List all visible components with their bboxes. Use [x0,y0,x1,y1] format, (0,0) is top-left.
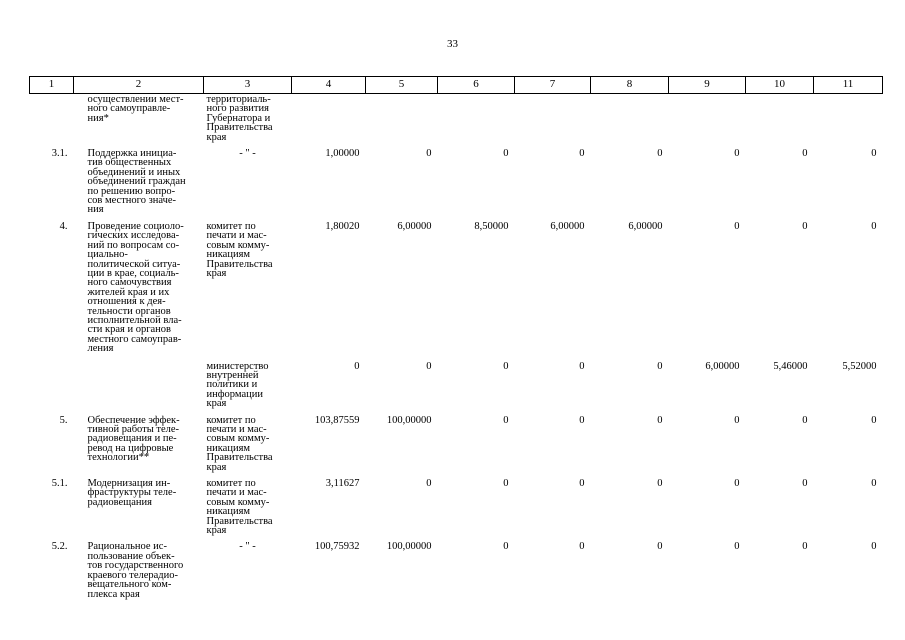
funding-value: 0 [657,478,663,490]
header-row [30,77,883,94]
funding-value: 0 [426,360,432,372]
program-table [29,76,883,605]
executor: - " - [239,148,256,160]
activity-name: Поддержка инициа- тив общественных объединений и иных объединений граждан по решению вопро- сов местного значе- ния [87,148,186,216]
row-number [30,360,74,415]
row-number [30,94,74,149]
table-row [30,478,883,541]
funding-value: 5,52000 [842,360,877,372]
funding-value: 0 [734,220,740,232]
page-number: 33 [447,38,458,50]
funding-value: 103,87559 [314,414,360,426]
funding-value: 0 [426,148,432,160]
table-row [30,360,883,415]
column-header: 4 [292,77,366,94]
column-header: 9 [669,77,746,94]
funding-value: 0 [734,148,740,160]
column-header: 3 [204,77,292,94]
executor: комитет по печати и мас- совым комму- никациям Правительства края [206,414,273,473]
funding-value: 0 [871,148,877,160]
funding-value: 0 [871,220,877,232]
funding-value: 5,46000 [773,360,808,372]
row-number: 5. [59,414,68,426]
funding-value: 0 [503,414,509,426]
funding-value: 0 [503,478,509,490]
column-header: 1 [30,77,74,94]
table-row [30,541,883,604]
column-header: 11 [814,77,883,94]
column-header: 2 [74,77,204,94]
funding-value: 0 [734,541,740,553]
table-body [30,94,883,605]
activity-name: Обеспечение эффек- тивной работы теле- радиовещания и пе- ревод на цифровые технологии** [87,414,180,464]
funding-value: 8,50000 [474,220,509,232]
funding-value: 0 [802,478,808,490]
funding-value: 0 [503,360,509,372]
executor: комитет по печати и мас- совым комму- никациям Правительства края [206,220,273,279]
funding-value [669,94,746,149]
funding-value: 0 [503,541,509,553]
funding-value: 0 [871,414,877,426]
column-header: 7 [515,77,591,94]
funding-value: 0 [426,478,432,490]
funding-value: 0 [802,541,808,553]
table-row [30,221,883,360]
table-row [30,415,883,478]
table-row [30,94,883,149]
funding-value [366,94,438,149]
column-header: 8 [591,77,669,94]
column-header: 5 [366,77,438,94]
funding-value: 100,00000 [386,541,432,553]
row-number: 3.1. [51,148,68,160]
row-number: 5.2. [51,541,68,553]
activity-name: осуществлении мест- ного самоуправле- ния* [87,94,184,124]
funding-value: 0 [871,478,877,490]
funding-value [292,94,366,149]
row-number: 4. [59,220,68,232]
funding-value: 1,80020 [325,220,360,232]
funding-value: 0 [579,541,585,553]
activity-name [74,360,204,415]
activity-name: Рациональное ис- пользование объек- тов государственного краевого телерадио- вещательного ком- плекса края [87,541,184,600]
funding-value: 3,11627 [325,478,360,490]
funding-value: 0 [802,220,808,232]
funding-value: 0 [503,148,509,160]
funding-value: 0 [802,148,808,160]
funding-value: 6,00000 [628,220,663,232]
column-header: 10 [746,77,814,94]
funding-value: 0 [657,148,663,160]
funding-value: 6,00000 [397,220,432,232]
funding-value: 100,00000 [386,414,432,426]
row-number: 5.1. [51,478,68,490]
activity-name: Проведение социоло- гических исследова- ний по вопросам со- циально- политической ситуа- ции в крае, социаль- ного самочувствия жителей края и их отношения к дея- тельности органов исполнительной вла- сти края и органов местного самоуправ- ления [87,220,184,355]
funding-value: 0 [657,360,663,372]
funding-value: 0 [734,414,740,426]
executor: территориаль- ного развития Губернатора и Правительства края [206,94,273,143]
funding-value: 0 [734,478,740,490]
funding-value: 6,00000 [705,360,740,372]
table-row [30,148,883,221]
funding-value: 0 [657,541,663,553]
funding-value: 0 [802,414,808,426]
funding-value: 0 [579,414,585,426]
funding-value: 6,00000 [550,220,585,232]
column-header: 6 [438,77,515,94]
funding-value: 0 [579,478,585,490]
funding-value: 0 [657,414,663,426]
executor: комитет по печати и мас- совым комму- никациям Правительства края [206,478,273,537]
funding-value: 100,75932 [314,541,360,553]
activity-name: Модернизация ин- фраструктуры теле- радиовещания [87,478,177,508]
executor: министерство внутренней политики и информации края [206,360,269,410]
executor: - " - [239,541,256,553]
funding-value [591,94,669,149]
funding-value [746,94,814,149]
funding-value: 0 [579,148,585,160]
funding-value [515,94,591,149]
funding-value [438,94,515,149]
funding-value: 0 [354,360,360,372]
funding-value: 0 [871,541,877,553]
funding-value: 0 [579,360,585,372]
funding-value [814,94,883,149]
funding-value: 1,00000 [325,148,360,160]
